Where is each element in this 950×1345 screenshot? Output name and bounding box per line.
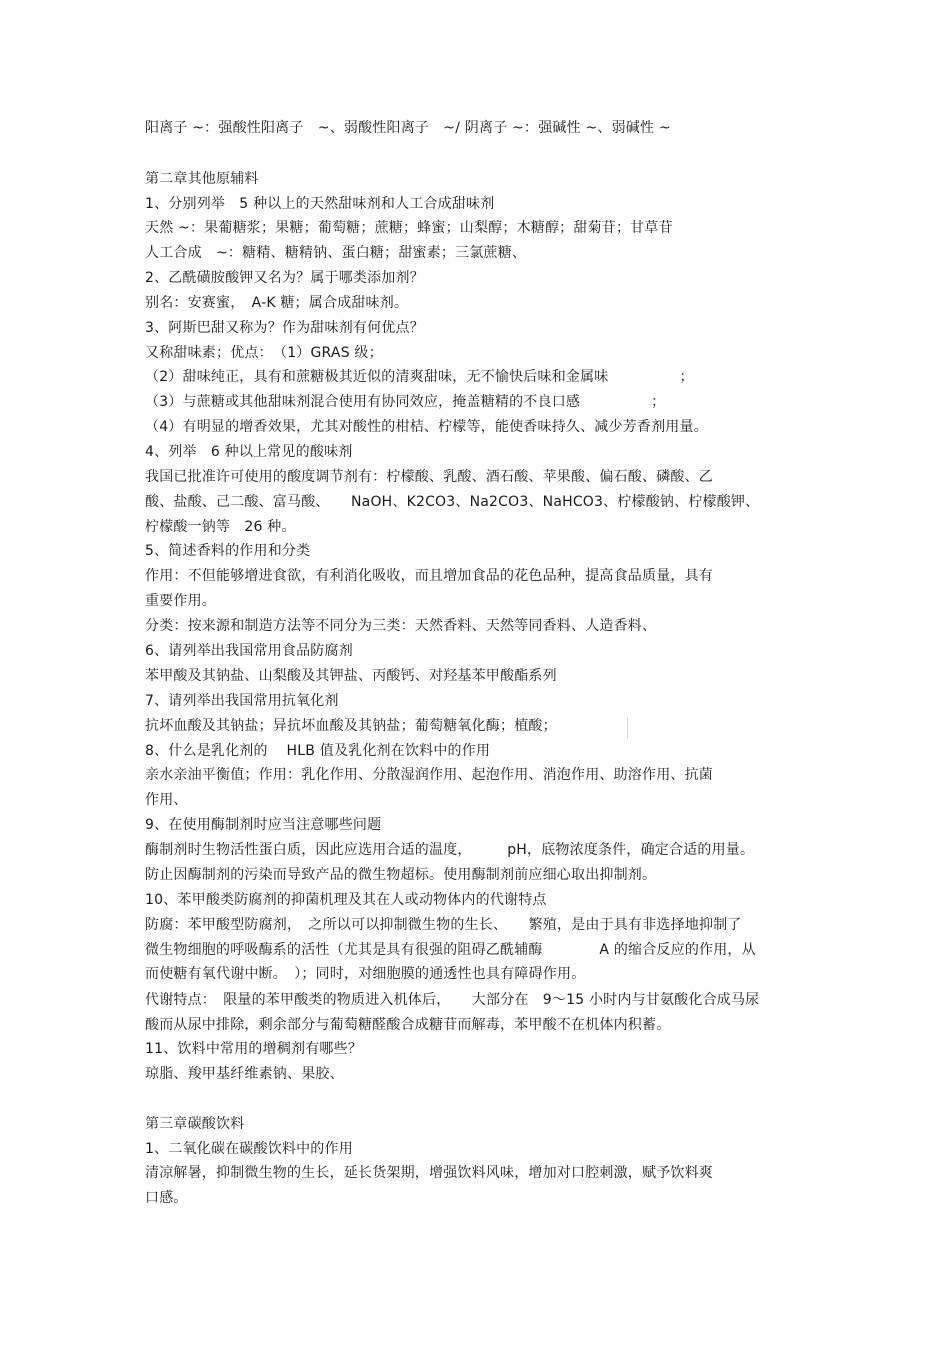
answer-line: 我国已批准许可使用的酸度调节剂有：柠檬酸、乳酸、酒石酸、苹果酸、偏石酸、磷酸、乙 (145, 469, 713, 485)
answer-line: 而使糖有氧代谢中断。 ）；同时，对细胞膜的通透性也具有障碍作用。 (145, 966, 586, 982)
question-7: 7、请列举出我国常用抗氧化剂 (145, 693, 339, 709)
question-5: 5、简述香料的作用和分类 (145, 543, 311, 559)
answer-line: 清凉解暑，抑制微生物的生长，延长货架期，增强饮料风味，增加对口腔刺激，赋予饮料爽 (145, 1165, 713, 1181)
question-3: 3、阿斯巴甜又称为？作为甜味剂有何优点？ (145, 320, 424, 336)
question-1: 1、分别列举 5 种以上的天然甜味剂和人工合成甜味剂 (145, 196, 495, 212)
question-8: 8、什么是乳化剂的 HLB 值及乳化剂在饮料中的作用 (145, 743, 491, 759)
chapter-3-heading: 第三章碳酸饮料 (145, 1116, 245, 1132)
answer-line: 微生物细胞的呼吸酶系的活性（尤其是具有很强的阻碍乙酰辅酶 A 的缩合反应的作用，从 (145, 942, 756, 958)
answer-line: 作用：不但能够增进食欲，有利消化吸收，而且增加食品的花色品种，提高食品质量，具有 (145, 568, 713, 584)
question-6: 6、请列举出我国常用食品防腐剂 (145, 643, 353, 659)
answer-line: 口感。 (145, 1190, 188, 1206)
answer-line: 作用、 (145, 792, 188, 808)
answer-line: 防止因酶制剂的污染而导致产品的微生物超标。使用酶制剂前应细心取出抑制剂。 (145, 867, 657, 883)
answer-line: 防腐：苯甲酸型防腐剂， 之所以可以抑制微生物的生长、 繁殖，是由于具有非选择地抑制了 (145, 917, 742, 933)
question-1: 1、二氧化碳在碳酸饮料中的作用 (145, 1141, 353, 1157)
answer-line: 又称甜味素；优点： （1）GRAS 级； (145, 345, 383, 361)
answer-line: （4）有明显的增香效果，尤其对酸性的柑桔、柠檬等，能使香味持久、减少芳香剂用量。 (145, 419, 708, 435)
faint-border (563, 717, 628, 739)
question-9: 9、在使用酶制剂时应当注意哪些问题 (145, 817, 382, 833)
question-2: 2、乙酰磺胺酸钾又名为？属于哪类添加剂？ (145, 270, 424, 286)
answer-line: 苯甲酸及其钠盐、山梨酸及其钾盐、丙酸钙、对羟基苯甲酸酯系列 (145, 668, 557, 684)
answer-line: （3）与蔗糖或其他甜味剂混合使用有协同效应，掩盖糖精的不良口感 ； (145, 394, 666, 410)
answer-line: （2）甜味纯正，具有和蔗糖极其近似的清爽甜味，无不愉快后味和金属味 ； (145, 369, 694, 385)
answer-line: 天然 ~：果葡糖浆；果糖；葡萄糖；蔗糖；蜂蜜；山梨醇；木糖醇；甜菊苷；甘草苷 (145, 220, 673, 236)
text-line-ion-exchange: 阳离子 ~：强酸性阳离子 ~、弱酸性阳离子 ~/ 阴离子 ~：强碱性 ~、弱碱性 ~ (145, 120, 671, 136)
answer-line: 酸而从尿中排除，剩余部分与葡萄糖醛酸合成糖苷而解毒，苯甲酸不在机体内积蓄。 (145, 1017, 671, 1033)
answer-line: 人工合成 ~：糖精、糖精钠、蛋白糖；甜蜜素；三氯蔗糖、 (145, 245, 527, 261)
answer-line: 酶制剂时生物活性蛋白质，因此应选用合适的温度， pH，底物浓度条件，确定合适的用量。 (145, 842, 755, 858)
answer-line: 分类：按来源和制造方法等不同分为三类：天然香料、天然等同香料、人造香料、 (145, 618, 657, 634)
question-10: 10、苯甲酸类防腐剂的抑菌机理及其在人或动物体内的代谢特点 (145, 892, 547, 908)
question-11: 11、饮料中常用的增稠剂有哪些？ (145, 1041, 363, 1057)
answer-line: 代谢特点： 限量的苯甲酸类的物质进入机体后， 大部分在 9～15 小时内与甘氨酸化合成马尿 (145, 992, 760, 1008)
answer-line: 重要作用。 (145, 593, 216, 609)
answer-line: 抗坏血酸及其钠盐；异抗坏血酸及其钠盐；葡萄糖氧化酶；植酸； (145, 718, 557, 734)
answer-line: 别名：安赛蜜， A-K 糖；属合成甜味剂。 (145, 295, 409, 311)
question-4: 4、列举 6 种以上常见的酸味剂 (145, 444, 353, 460)
answer-line: 酸、盐酸、己二酸、富马酸、 NaOH、K2CO3、Na2CO3、NaHCO3、柠檬酸钠、柠檬酸钾、 (145, 494, 760, 510)
answer-line: 琼脂、羧甲基纤维素钠、果胶、 (145, 1066, 344, 1082)
answer-line: 柠檬酸一钠等 26 种。 (145, 519, 296, 535)
answer-line: 亲水亲油平衡值；作用：乳化作用、分散湿润作用、起泡作用、消泡作用、助溶作用、抗菌 (145, 767, 713, 783)
chapter-2-heading: 第二章其他原辅料 (145, 171, 259, 187)
